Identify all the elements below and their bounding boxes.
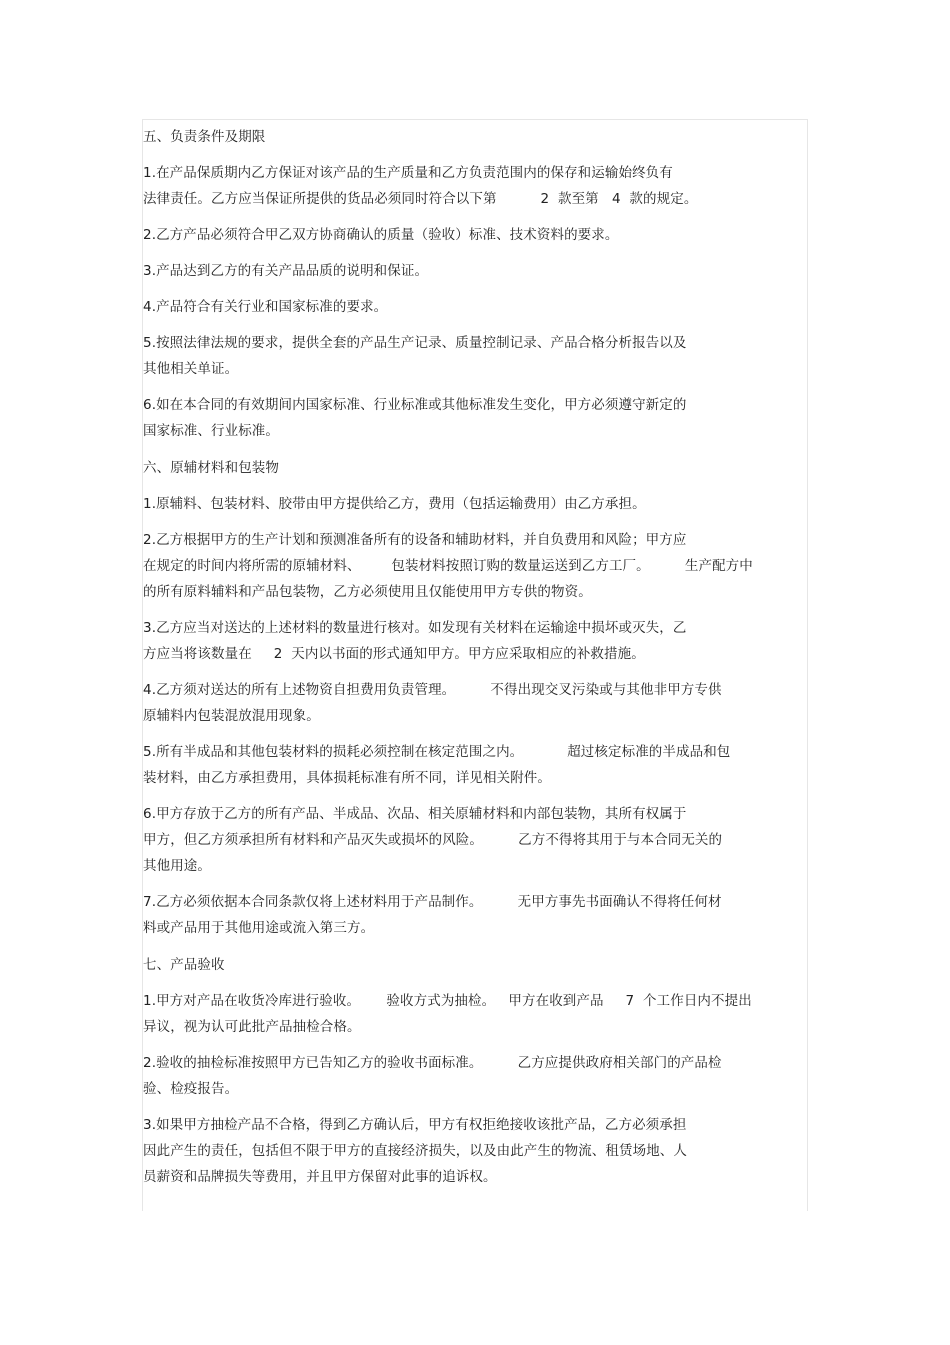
- clause-line: 6.如在本合同的有效期间内国家标准、行业标准或其他标准发生变化，甲方必须遵守新定的: [143, 397, 687, 413]
- clause-line: 2.验收的抽检标准按照甲方已告知乙方的验收书面标准。 乙方应提供政府相关部门的产品检: [143, 1055, 722, 1071]
- clause-paragraph: [143, 527, 803, 605]
- clause-line: 1.原辅料、包装材料、胶带由甲方提供给乙方，费用（包括运输费用）由乙方承担。: [143, 496, 646, 512]
- clause-line: 1.甲方对产品在收货冷库进行验收。 验收方式为抽检。 甲方在收到产品 7 个工作日内不提出: [143, 993, 752, 1009]
- clause-line: 5.所有半成品和其他包装材料的损耗必须控制在核定范围之内。 超过核定标准的半成品和包: [143, 744, 731, 760]
- clause-line: 3.如果甲方抽检产品不合格，得到乙方确认后，甲方有权拒绝接收该批产品，乙方必须承担: [143, 1117, 687, 1133]
- clause-line: 6.甲方存放于乙方的所有产品、半成品、次品、相关原辅材料和内部包装物，其所有权属于: [143, 806, 687, 822]
- clause-line: 3.乙方应当对送达的上述材料的数量进行核对。如发现有关材料在运输途中损坏或灭失，乙: [143, 620, 687, 636]
- section-heading: 六、原辅材料和包装物: [143, 460, 279, 476]
- clause-paragraph: [143, 739, 803, 791]
- clause-line: 7.乙方必须依据本合同条款仅将上述材料用于产品制作。 无甲方事先书面确认不得将任何材: [143, 894, 722, 910]
- clause-line: 1.在产品保质期内乙方保证对该产品的生产质量和乙方负责范围内的保存和运输始终负有: [143, 165, 673, 181]
- section-heading: 七、产品验收: [143, 957, 225, 973]
- clause-paragraph: [143, 294, 803, 320]
- clause-line: 2.乙方根据甲方的生产计划和预测准备所有的设备和辅助材料，并自负费用和风险；甲方应: [143, 532, 687, 548]
- clause-line: 验、检疫报告。: [143, 1081, 239, 1097]
- clause-paragraph: [143, 258, 803, 284]
- clause-line: 2.乙方产品必须符合甲乙双方协商确认的质量（验收）标准、技术资料的要求。: [143, 227, 619, 243]
- clause-paragraph: [143, 801, 803, 879]
- clause-line: 4.乙方须对送达的所有上述物资自担费用负责管理。 不得出现交叉污染或与其他非甲方专供: [143, 682, 722, 698]
- clause-paragraph: [143, 889, 803, 941]
- document-body: [143, 124, 803, 1190]
- clause-line: 其他相关单证。: [143, 361, 239, 377]
- clause-paragraph: [143, 491, 803, 517]
- clause-paragraph: [143, 160, 803, 212]
- clause-line: 的所有原料辅料和产品包装物，乙方必须使用且仅能使用甲方专供的物资。: [143, 584, 592, 600]
- clause-paragraph: [143, 1112, 803, 1190]
- clause-paragraph: [143, 222, 803, 248]
- clause-line: 3.产品达到乙方的有关产品品质的说明和保证。: [143, 263, 429, 279]
- clause-paragraph: [143, 988, 803, 1040]
- clause-line: 在规定的时间内将所需的原辅材料、 包装材料按照订购的数量运送到乙方工厂。 生产配方中: [143, 558, 753, 574]
- clause-paragraph: [143, 330, 803, 382]
- clause-line: 员薪资和品牌损失等费用，并且甲方保留对此事的追诉权。: [143, 1169, 497, 1185]
- clause-paragraph: [143, 1050, 803, 1102]
- clause-line: 5.按照法律法规的要求，提供全套的产品生产记录、质量控制记录、产品合格分析报告以及: [143, 335, 687, 351]
- clause-line: 法律责任。乙方应当保证所提供的货品必须同时符合以下第 2 款至第 4 款的规定。: [143, 191, 698, 207]
- clause-line: 国家标准、行业标准。: [143, 423, 279, 439]
- clause-line: 原辅料内包装混放混用现象。: [143, 708, 320, 724]
- clause-line: 其他用途。: [143, 858, 211, 874]
- clause-paragraph: [143, 615, 803, 667]
- clause-line: 因此产生的责任，包括但不限于甲方的直接经济损失，以及由此产生的物流、租赁场地、人: [143, 1143, 687, 1159]
- clause-paragraph: [143, 392, 803, 444]
- section-heading: 五、负责条件及期限: [143, 129, 266, 145]
- clause-line: 异议，视为认可此批产品抽检合格。: [143, 1019, 361, 1035]
- clause-paragraph: [143, 677, 803, 729]
- clause-line: 甲方，但乙方须承担所有材料和产品灭失或损坏的风险。 乙方不得将其用于与本合同无关的: [143, 832, 723, 848]
- clause-line: 4.产品符合有关行业和国家标准的要求。: [143, 299, 388, 315]
- clause-line: 装材料，由乙方承担费用，具体损耗标准有所不同，详见相关附件。: [143, 770, 551, 786]
- clause-line: 料或产品用于其他用途或流入第三方。: [143, 920, 375, 936]
- clause-line: 方应当将该数量在 2 天内以书面的形式通知甲方。甲方应采取相应的补救措施。: [143, 646, 645, 662]
